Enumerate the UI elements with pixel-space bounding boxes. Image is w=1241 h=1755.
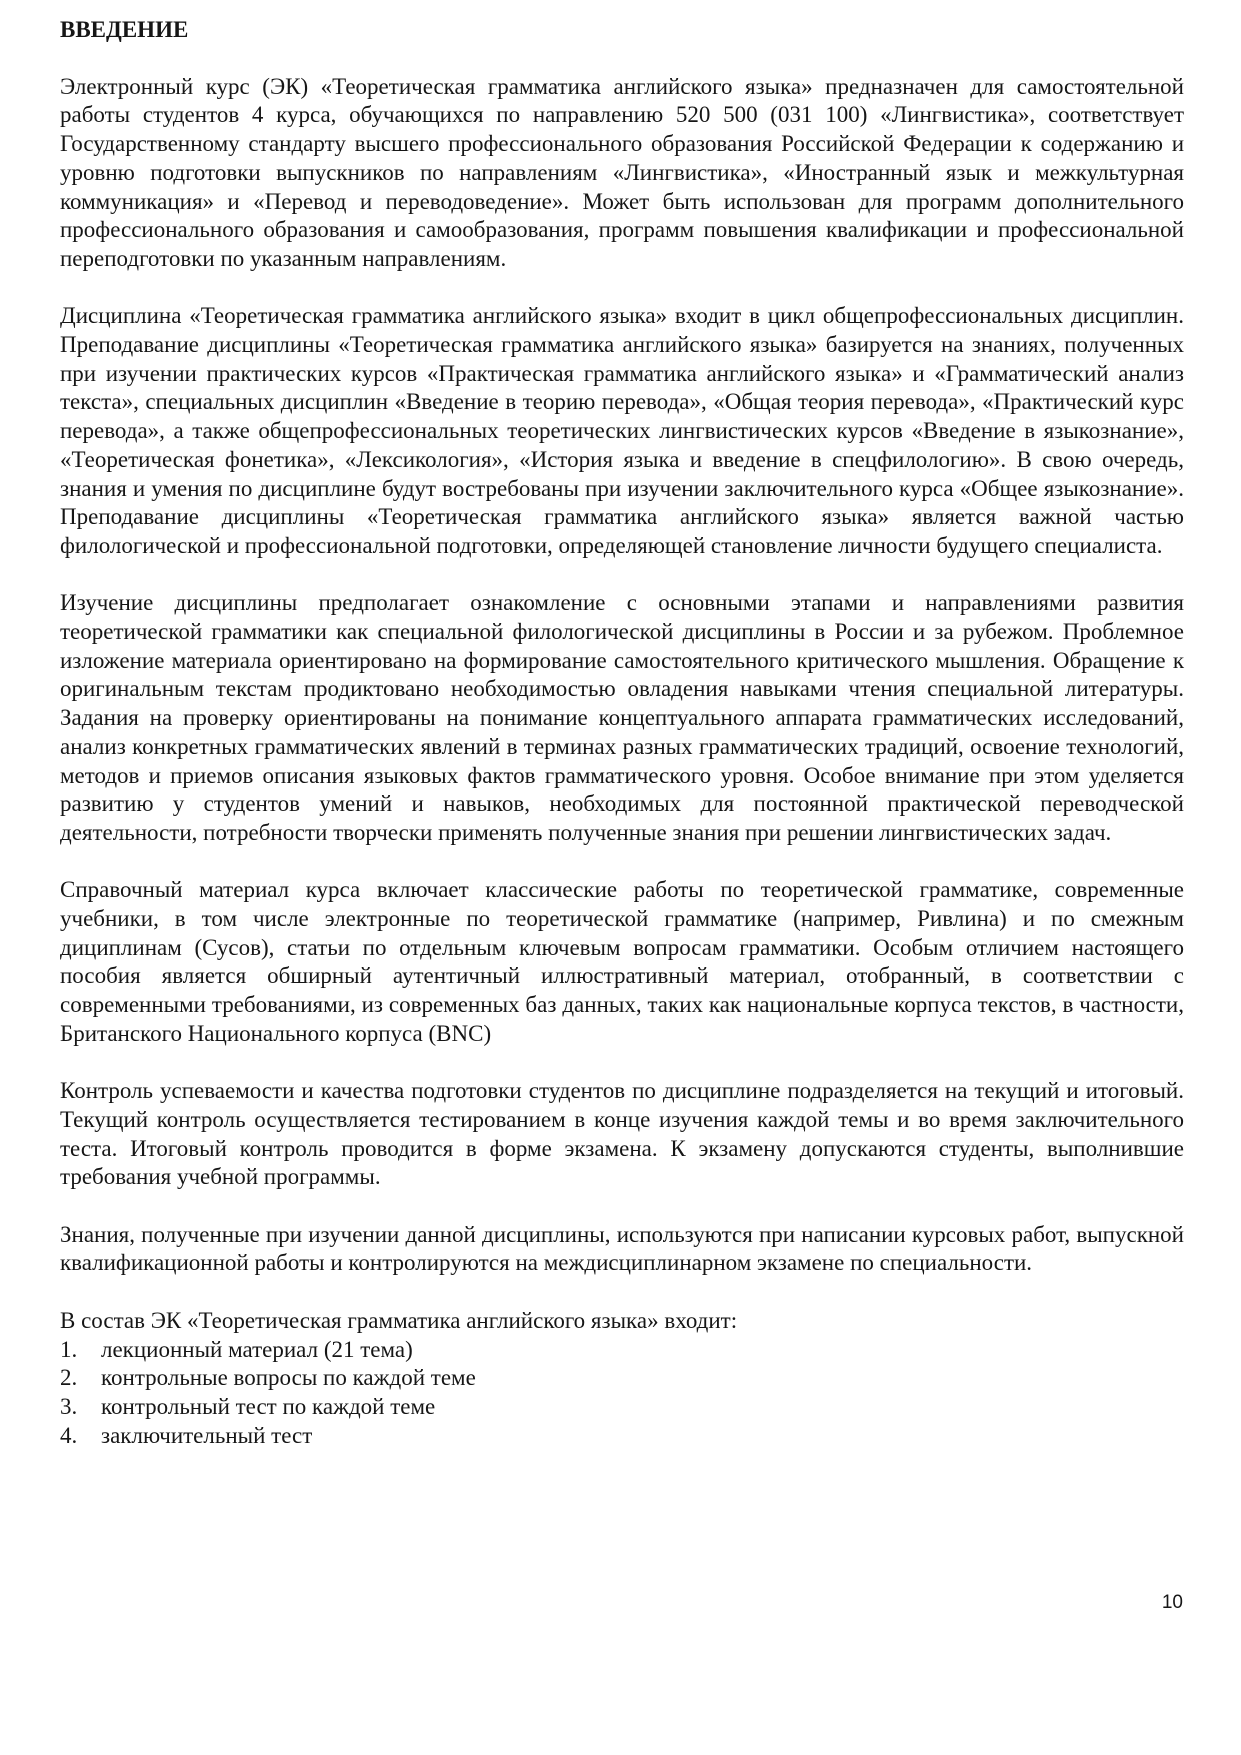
list-item [60, 1336, 1184, 1365]
list-item [60, 1422, 1184, 1451]
paragraph-assessment: Контроль успеваемости и качества подготовки студентов по дисциплине подразделяется на текущий и итоговый. Текущий контроль осуществляется тестированием в конце изучения каждой темы и во время заключительного теста. Итоговый контроль проводится в форме экзамена. К экзамену допускаются студенты, выполнившие требования учебной программы. [60, 1078, 1184, 1190]
list-item-number: 4. [60, 1422, 78, 1448]
paragraph-study-goals: Изучение дисциплины предполагает ознакомление с основными этапами и направлениями развития теоретической грамматики как специальной филологической дисциплины в России и за рубежом. Проблемное изложение материала ориентировано на формирование самостоятельного критического мышления. Обращение к оригинальным текстам продиктовано необходимостью овладения навыками чтения специальной литературы. Задания на проверку ориентированы на понимание концептуального аппарата грамматических исследований, анализ конкретных грамматических явлений в терминах разных грамматических традиций, освоение технологий, методов и приемов описания языковых фактов грамматического уровня. Особое внимание при этом уделяется развитию у студентов умений и навыков, необходимых для постоянной практической переводческой деятельности, потребности творчески применять полученные знания при решении лингвистических задач. [60, 590, 1184, 845]
list-item-text: контрольный тест по каждой теме [101, 1393, 436, 1419]
paragraph-reference-material: Справочный материал курса включает классические работы по теоретической грамматике, современные учебники, в том числе электронные по теоретической грамматике (например, Ривлина) и по смежным дициплинам (Сусов), статьи по отдельным ключевым вопросам грамматики. Особым отличием настоящего пособия является обширный аутентичный иллюстративный материал, отобранный, в соответствии с современными требованиями, из современных баз данных, таких как национальные корпуса текстов, в частности, Британского Национального корпуса (BNC) [60, 877, 1184, 1046]
list-intro: В состав ЭК «Теоретическая грамматика английского языка» входит: [60, 1307, 738, 1333]
list-item-number: 1. [60, 1336, 78, 1362]
list-item-text: заключительный тест [101, 1422, 313, 1448]
list-item-number: 2. [60, 1365, 78, 1391]
paragraph-knowledge-use: Знания, полученные при изучении данной дисциплины, используются при написании курсовых работ, выпускной квалификационной работы и контролируются на междисциплинарном экзамене по специальности. [60, 1221, 1184, 1276]
section-title: ВВЕДЕНИЕ [60, 17, 189, 42]
list-item-text: лекционный материал (21 тема) [101, 1336, 413, 1362]
list-item [60, 1364, 1184, 1393]
page-number: 10 [1161, 1592, 1183, 1613]
paragraph-discipline-context: Дисциплина «Теоретическая грамматика английского языка» входит в цикл общепрофессиональных дисциплин. Преподавание дисциплины «Теоретическая грамматика английского языка» базируется на знаниях, полученных при изучении практических курсов «Практическая грамматика английского языка» и «Грамматический анализ текста», специальных дисциплин «Введение в теорию перевода», «Общая теория перевода», «Практический курс перевода», а также общепрофессиональных теоретических лингвистических курсов «Введение в языкознание», «Теоретическая фонетика», «Лексикология», «История языка и введение в спецфилологию». В свою очередь, знания и умения по дисциплине будут востребованы при изучении заключительного курса «Общее языкознание». Преподавание дисциплины «Теоретическая грамматика английского языка» является важной частью филологической и профессиональной подготовки, определяющей становление личности будущего специалиста. [60, 303, 1184, 558]
list-item [60, 1393, 1184, 1422]
list-item-number: 3. [60, 1393, 78, 1419]
paragraph-course-purpose: Электронный курс (ЭК) «Теоретическая грамматика английского языка» предназначен для самостоятельной работы студентов 4 курса, обучающихся по направлению 520 500 (031 100) «Лингвистика», соответствует Государственному стандарту высшего профессионального образования Российской Федерации к содержанию и уровню подготовки выпускников по направлениям «Лингвистика», «Иностранный язык и межкультурная коммуникация» и «Перевод и переводоведение». Может быть использован для программ дополнительного профессионального образования и самообразования, программ повышения квалификации и профессиональной переподготовки по указанным направлениям. [60, 73, 1184, 271]
list-item-text: контрольные вопросы по каждой теме [101, 1365, 476, 1391]
document-page [60, 16, 1184, 1450]
course-contents-list [60, 1336, 1184, 1451]
